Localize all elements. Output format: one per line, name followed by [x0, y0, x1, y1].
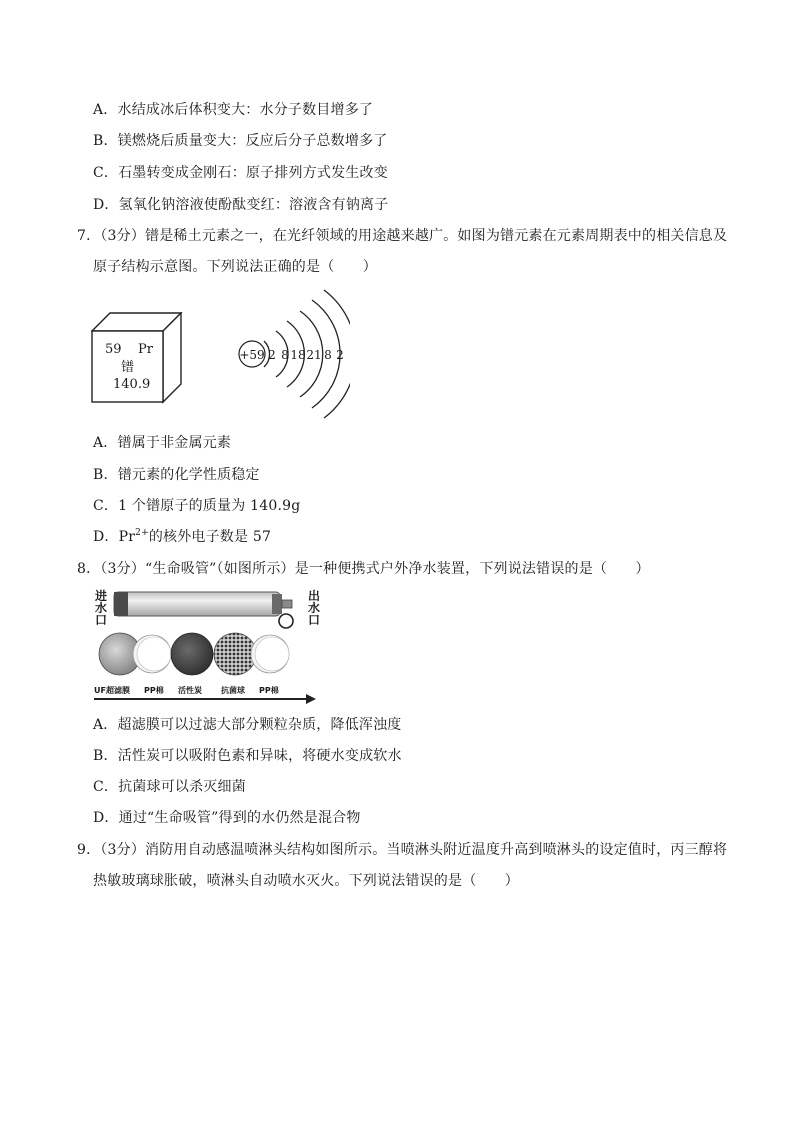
atom-structure-diagram: [230, 288, 350, 428]
layer-label-pp2: PP棉: [259, 686, 279, 695]
q8-option-a: A．超滤膜可以过滤大部分颗粒杂质，降低浑浊度: [93, 717, 402, 733]
shell-count-2: 8: [281, 348, 289, 362]
q7-option-b: B．镨元素的化学性质稳定: [93, 467, 260, 483]
q7-option-a: A．镨属于非金属元素: [93, 435, 232, 451]
q6-option-b: B．镁燃烧后质量变大：反应后分子总数增多了: [93, 133, 388, 149]
q9-stem-line1: 9．（3分）消防用自动感温喷淋头结构如图所示。当喷淋头附近温度升高到喷淋头的设定值时，丙三醇将: [77, 842, 728, 858]
layer-label-antibacterial: 抗菌球: [221, 686, 245, 695]
q8-option-d: D．通过“生命吸管”得到的水仍然是混合物: [93, 810, 361, 826]
q8-stem: 8．（3分）“生命吸管”（如图所示）是一种便携式户外净水装置，下列说法错误的是（ ）: [77, 561, 650, 577]
pr-symbol: D．Pr: [93, 529, 136, 545]
flow-arrow-head: [306, 694, 316, 704]
lanyard-ring: [279, 614, 293, 628]
activated-carbon-disc: [171, 633, 213, 675]
q9-stem-line2: 热敏玻璃球胀破，喷淋头自动喷水灭火。下列说法错误的是（ ）: [93, 873, 519, 889]
straw-outlet-cap: [272, 594, 282, 614]
q7-stem-line1: 7．（3分）镨是稀土元素之一，在光纤领域的用途越来越广。如图为镨元素在元素周期表中的相关信息及: [77, 228, 728, 244]
q6-option-a: A．水结成冰后体积变大：水分子数目增多了: [93, 102, 374, 118]
inlet-label: 进 水 口: [95, 589, 108, 627]
q7-stem-line2: 原子结构示意图。下列说法正确的是（ ）: [93, 259, 377, 275]
shell-count-1: 2: [268, 348, 276, 362]
q7-option-c: C．1 个镨原子的质量为 140.9g: [93, 498, 301, 514]
q8-option-b: B．活性炭可以吸附色素和异味，将硬水变成软水: [93, 748, 402, 764]
element-name: 镨: [121, 360, 135, 375]
q7-option-d: [93, 528, 271, 546]
atomic-number: 59: [105, 342, 122, 357]
outlet-label: 出 水 口: [307, 589, 320, 627]
layer-label-pp1: PP棉: [144, 686, 164, 695]
periodic-table-cell: [91, 312, 183, 408]
nucleus-charge: +59: [239, 348, 265, 362]
shell-count-4: 21: [306, 348, 322, 362]
ion-charge: 2+: [135, 528, 149, 538]
antibacterial-ball-disc: [214, 633, 256, 675]
straw-tube: [114, 592, 280, 616]
relative-atomic-mass: 140.9: [113, 377, 151, 392]
layer-label-carbon: 活性炭: [178, 686, 202, 695]
q6-option-d: D．氢氧化钠溶液使酚酞变红：溶液含有钠离子: [93, 197, 389, 213]
q7-option-d-text: 的核外电子数是 57: [148, 529, 272, 545]
layer-label-uf: UF超滤膜: [94, 686, 130, 695]
straw-inlet-cap: [114, 592, 128, 616]
shell-count-6: 2: [336, 348, 344, 362]
mouthpiece: [282, 600, 292, 608]
shell-count-5: 8: [324, 348, 332, 362]
q8-option-c: C．抗菌球可以杀灭细菌: [93, 779, 246, 795]
element-symbol: Pr: [138, 342, 153, 357]
q6-option-c: C．石墨转变成金刚石：原子排列方式发生改变: [93, 165, 388, 181]
shell-count-3: 18: [290, 348, 306, 362]
